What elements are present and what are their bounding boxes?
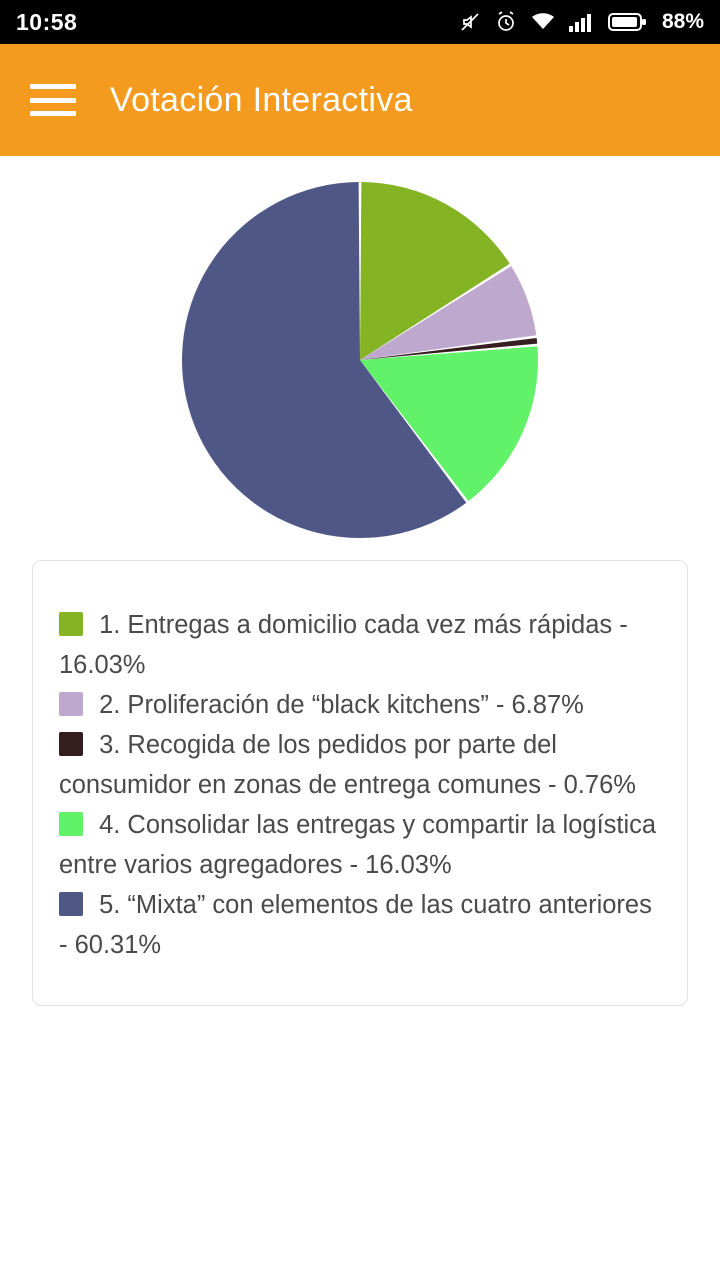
status-bar [0, 0, 720, 44]
legend-swatch-1 [59, 612, 83, 636]
legend-item-3 [59, 731, 636, 799]
legend-item-2 [59, 691, 584, 719]
legend-label-4: 4. Consolidar las entregas y compartir la logística entre varios agregadores - 16.03% [59, 811, 657, 879]
wifi-icon [530, 10, 556, 34]
legend-card [32, 560, 688, 1006]
legend-item-1 [59, 611, 628, 679]
legend-label-2: 2. Proliferación de “black kitchens” - 6.87% [92, 691, 584, 719]
pie-chart-area [0, 156, 720, 556]
legend-item-4 [59, 811, 656, 879]
alarm-icon [494, 10, 518, 34]
legend-item-5 [59, 891, 652, 959]
legend-label-5: 5. “Mixta” con elementos de las cuatro anteriores - 60.31% [59, 891, 652, 959]
status-icon-group [458, 10, 704, 34]
pie-chart [150, 170, 570, 550]
main-content [0, 156, 720, 1280]
legend-label-3: 3. Recogida de los pedidos por parte del consumidor en zonas de entrega comunes - 0.76% [59, 731, 636, 799]
legend-list [59, 605, 661, 965]
signal-icon [568, 10, 596, 34]
legend-swatch-2 [59, 692, 83, 716]
battery-icon [608, 11, 648, 33]
legend-swatch-3 [59, 732, 83, 756]
status-clock: 10:58 [16, 8, 78, 35]
page-title: Votación Interactiva [110, 80, 413, 119]
app-bar [0, 44, 720, 156]
legend-label-1: 1. Entregas a domicilio cada vez más rápidas - 16.03% [59, 611, 628, 679]
battery-percent-label: 88% [661, 10, 704, 33]
mute-icon [458, 10, 482, 34]
legend-swatch-5 [59, 892, 83, 916]
legend-swatch-4 [59, 812, 83, 836]
bottom-strip [0, 1244, 720, 1280]
hamburger-menu-icon[interactable] [30, 84, 76, 116]
